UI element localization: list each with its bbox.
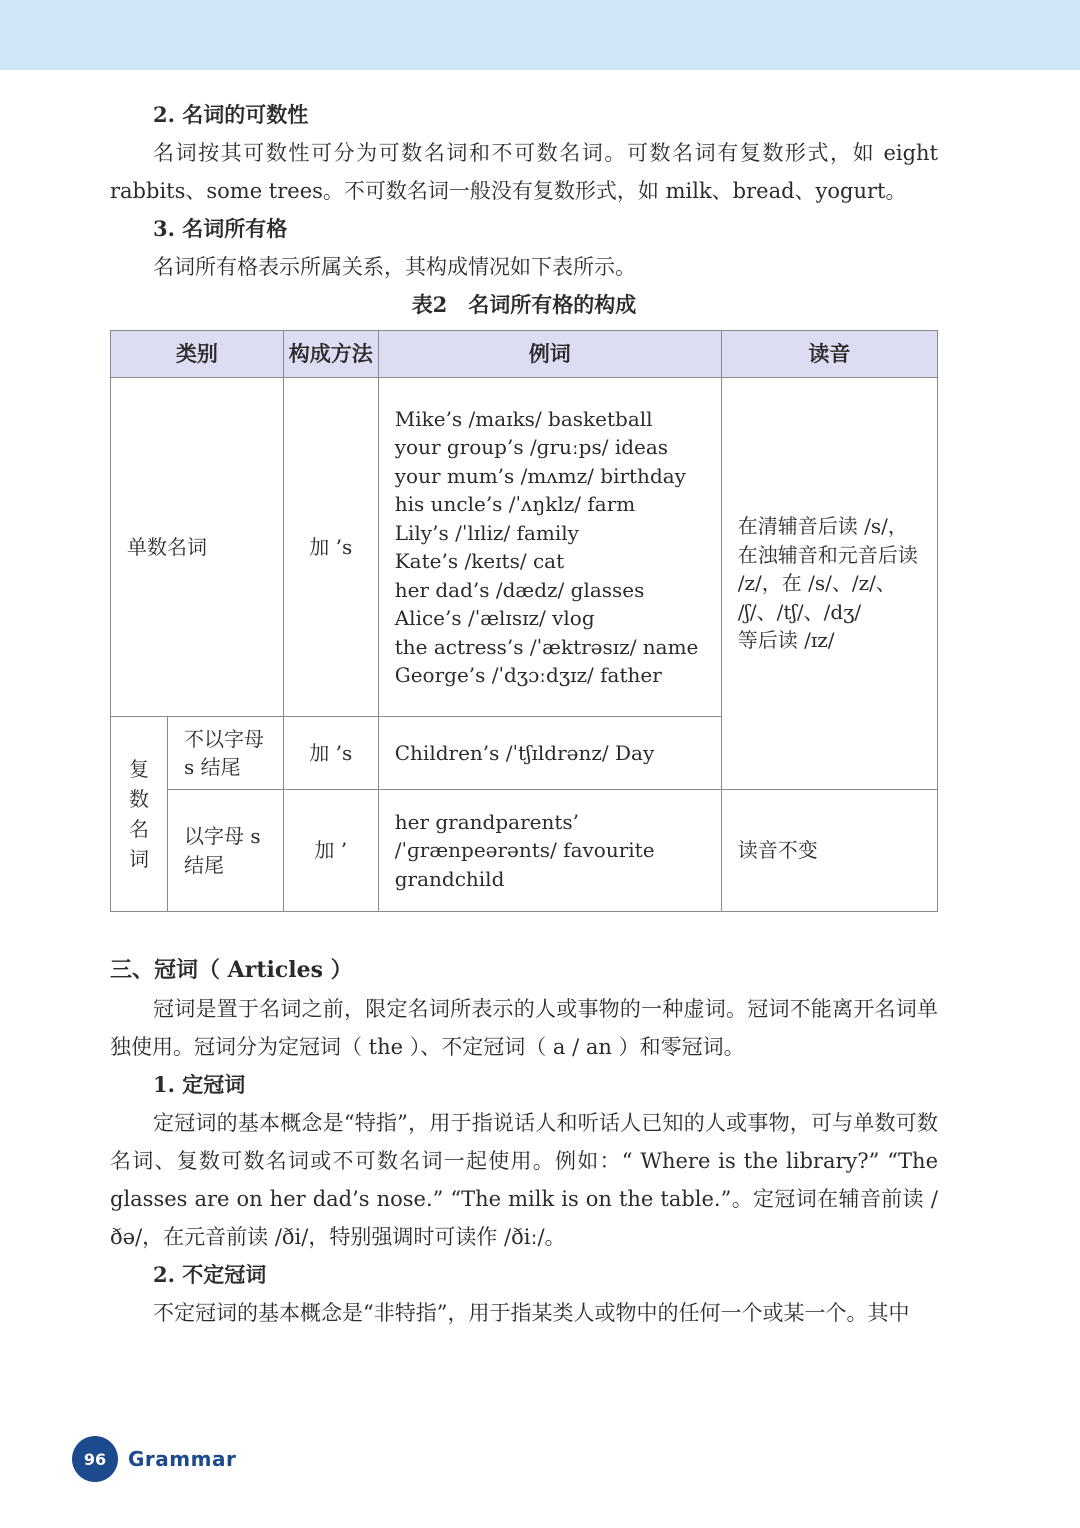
countability-heading: 2. 名词的可数性 (153, 102, 309, 127)
definite-text: 定冠词的基本概念是“特指”，用于指说话人和听话人已知的人或事物，可与单数可数名词、复数可数名词或不可数名词一起使用。例如：“ Where is the library?” “The glasses are on her dad’s nose.” “The milk is on the table.”。定冠词在辅音前读 /ðə/，在元音前读 /ði/，特别强调时可读作 /ðiː/。 (110, 1111, 938, 1249)
pronunciation-line: 在浊辅音和元音后读 (737, 542, 918, 567)
header-examples: 例词 (378, 331, 721, 378)
header-band (0, 0, 1080, 70)
plural-no-s-example: Children’s /ˈtʃɪldrənz/ Day (378, 717, 721, 790)
header-category: 类别 (111, 331, 284, 378)
definite-heading: 1. 定冠词 (153, 1072, 246, 1097)
example-line: Mike’s /maɪks/ basketball (394, 406, 653, 431)
example-line: Lily’s /ˈlɪliz/ family (394, 520, 579, 545)
plural-s-examples: her grandparents’ /ˈɡrænpeərənts/ favourite grandchild (378, 790, 721, 912)
articles-intro: 冠词是置于名词之前，限定名词所表示的人或事物的一种虚词。冠词不能离开名词单独使用。冠词分为定冠词（ the ）、不定冠词（ a / an ）和零冠词。 (110, 997, 938, 1059)
pronunciation-line: /ʃ/、/tʃ/、/dʒ/ (737, 599, 862, 624)
example-line: your group’s /ɡruːps/ ideas (394, 435, 669, 459)
example-line: the actress’s /ˈæktrəsɪz/ name (394, 634, 699, 659)
possessive-heading: 3. 名词所有格 (153, 216, 288, 241)
possessive-text: 名词所有格表示所属关系，其构成情况如下表所示。 (153, 255, 636, 279)
pronunciation-line: /z/，在 /s/、/z/、 (737, 571, 896, 596)
table-row-singular (111, 378, 938, 717)
plural-no-s-category: 不以字母 s 结尾 (168, 717, 284, 790)
page-number: 96 (72, 1436, 118, 1482)
pronunciation-line: 等后读 /ɪz/ (737, 628, 835, 653)
table-caption: 表2 名词所有格的构成 (411, 292, 637, 317)
header-method: 构成方法 (283, 331, 378, 378)
example-line: George’s /ˈdʒɔːdʒɪz/ father (394, 663, 662, 687)
indefinite-heading: 2. 不定冠词 (153, 1262, 267, 1287)
table-header-row (111, 331, 938, 378)
countability-text: 名词按其可数性可分为可数名词和不可数名词。可数名词有复数形式，如 eight rabbits、some trees。不可数名词一般没有复数形式，如 milk、bread、yogurt。 (110, 141, 938, 203)
singular-examples (378, 378, 721, 717)
plural-s-category: 以字母 s 结尾 (168, 790, 284, 912)
example-line: Kate’s /keɪts/ cat (394, 549, 565, 573)
example-line: your mum’s /mʌmz/ birthday (394, 463, 686, 488)
singular-category: 单数名词 (111, 378, 284, 717)
page-content (110, 96, 938, 1332)
example-line: Alice’s /ˈælɪsɪz/ vlog (394, 606, 595, 630)
plural-s-method: 加 ’ (283, 790, 378, 912)
indefinite-text: 不定冠词的基本概念是“非特指”，用于指某类人或物中的任何一个或某一个。其中 (153, 1301, 910, 1325)
pronunciation-line: 在清辅音后读 /s/， (737, 514, 908, 539)
articles-heading: 三、冠词（ Articles ） (110, 957, 353, 983)
plural-s-pronunciation: 读音不变 (721, 790, 937, 912)
table-row-plural-s (111, 790, 938, 912)
possessive-table (110, 330, 938, 912)
header-pronunciation: 读音 (721, 331, 937, 378)
page-footer (72, 1436, 236, 1482)
singular-pronunciation (721, 378, 937, 790)
example-line: her dad’s /dædz/ glasses (394, 577, 645, 602)
singular-method: 加 ’s (283, 378, 378, 717)
plural-label: 复 数 名 词 (111, 717, 168, 912)
plural-no-s-method: 加 ’s (283, 717, 378, 790)
example-line: his uncle’s /ˈʌŋklz/ farm (394, 492, 636, 516)
footer-label: Grammar (128, 1447, 237, 1471)
